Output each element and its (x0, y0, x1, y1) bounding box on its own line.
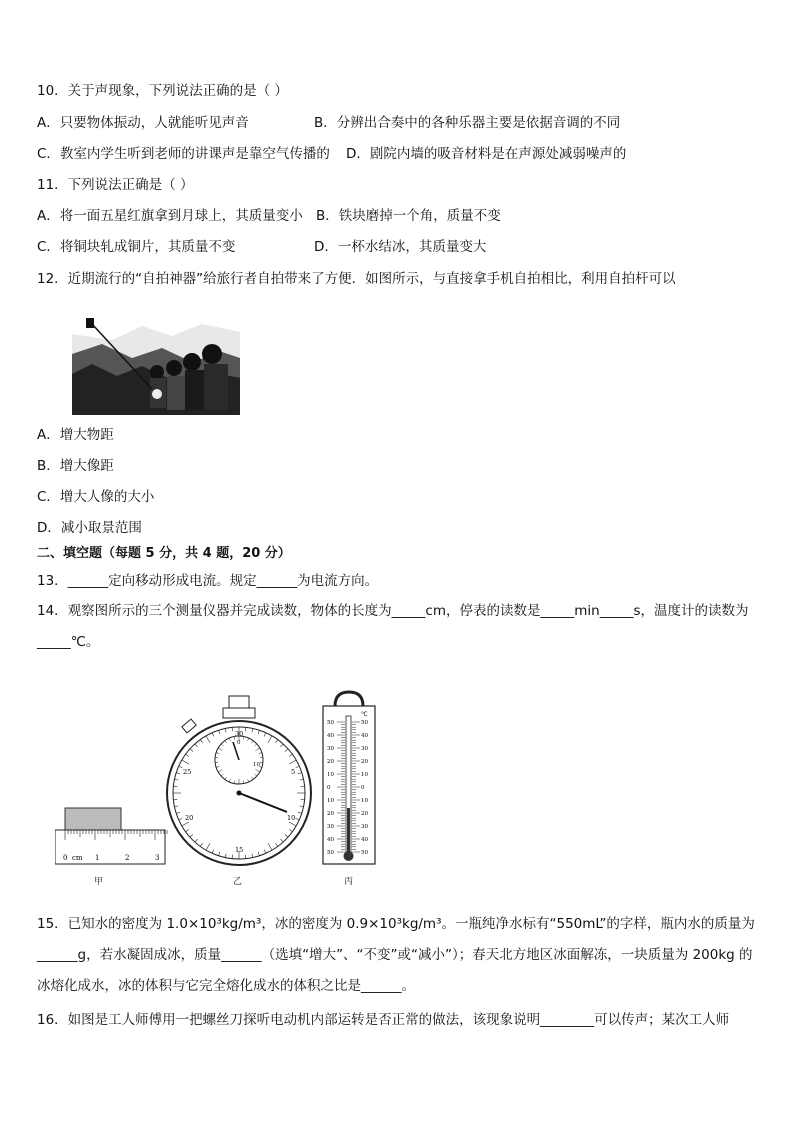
thermo-label-right: 10 (361, 798, 368, 804)
inner-dial-label-10: 10 (253, 762, 260, 768)
q11-stem: 11．下列说法正确是（ ） (37, 177, 194, 193)
thermo-label-left: 30 (327, 824, 334, 830)
thermo-label-right: 50 (361, 720, 368, 726)
q11-option-c: C．将铜块轧成铜片，其质量不变 (37, 239, 236, 255)
figure-caption-c: 丙 (344, 877, 354, 887)
q10-option-a: A．只要物体振动，人就能听见声音 (37, 115, 249, 131)
q14-line1: 14．观察图所示的三个测量仪器并完成读数，物体的长度为_____cm，停表的读数是_____min_____s，温度计的读数为 (37, 603, 749, 619)
q12-stem: 12．近期流行的“自拍神器”给旅行者自拍带来了方便．如图所示，与直接拿手机自拍相比，利用自拍杆可以 (37, 271, 676, 287)
q10-stem: 10．关于声现象，下列说法正确的是（ ） (37, 83, 288, 99)
q15-line3: 冰熔化成水，冰的体积与它完全熔化成水的体积之比是______。 (37, 978, 415, 994)
ruler-label-0: 0 (63, 854, 68, 862)
figure-caption-b: 乙 (233, 877, 243, 887)
thermo-label-left: 50 (327, 850, 334, 856)
q10-option-d: D．剧院内墙的吸音材料是在声源处减弱噪声的 (346, 146, 627, 162)
ruler-label-1: 1 (95, 854, 100, 862)
dial-label-15: 15 (235, 846, 244, 854)
thermo-label-right: 40 (361, 837, 368, 843)
measuring-instruments-figure (55, 688, 395, 888)
q10-option-c: C．教室内学生听到老师的讲课声是靠空气传播的 (37, 146, 330, 162)
inner-dial-label-0: 0 (237, 740, 241, 746)
thermo-label-left: 40 (327, 733, 334, 739)
q15-line2: ______g，若水凝固成冰，质量______（选填“增大”、“不变”或“减小”）；春天北方地区冰面解冻，一块质量为 200kg 的 (37, 947, 753, 963)
thermo-label-left: 20 (327, 811, 334, 817)
stopwatch-diagram (167, 696, 311, 865)
dial-label-10: 10 (287, 814, 296, 822)
thermo-label-right: 50 (361, 850, 368, 856)
q16: 16．如图是工人师傅用一把螺丝刀探听电动机内部运转是否正常的做法，该现象说明________可以传声；某次工人师 (37, 1012, 730, 1028)
q11-option-d: D．一杯水结冰，其质量变大 (314, 239, 487, 255)
thermo-label-right: 0 (361, 785, 365, 791)
thermo-label-right: 20 (361, 759, 368, 765)
thermo-unit: ℃ (361, 711, 368, 718)
thermo-label-right: 10 (361, 772, 368, 778)
q11-option-b: B．铁块磨掉一个角，质量不变 (316, 208, 501, 224)
q12-option-b: B．增大像距 (37, 458, 114, 474)
thermo-label-left: 40 (327, 837, 334, 843)
thermo-label-left: 10 (327, 772, 334, 778)
figure-caption-a: 甲 (94, 877, 104, 887)
dial-label-5: 5 (291, 768, 296, 776)
q10-option-b: B．分辨出合奏中的各种乐器主要是依据音调的不同 (314, 115, 621, 131)
ruler-label-3: 3 (155, 854, 160, 862)
thermo-label-right: 30 (361, 824, 368, 830)
q12-option-c: C．增大人像的大小 (37, 489, 155, 505)
section-2-heading: 二、填空题（每题 5 分，共 4 题，20 分） (37, 546, 291, 561)
q11-option-a: A．将一面五星红旗拿到月球上，其质量变小 (37, 208, 303, 224)
ruler-label-2: 2 (125, 854, 130, 862)
q12-option-a: A．增大物距 (37, 427, 114, 443)
thermo-label-right: 40 (361, 733, 368, 739)
thermo-label-left: 50 (327, 720, 334, 726)
q15-line1: 15．已知水的密度为 1.0×10³kg/m³，冰的密度为 0.9×10³kg/m³。一瓶纯净水标有“550mL”的字样，瓶内水的质量为 (37, 916, 755, 932)
q14-line2: _____℃。 (37, 634, 100, 650)
thermo-label-left: 30 (327, 746, 334, 752)
thermo-label-left: 10 (327, 798, 334, 804)
thermo-label-right: 30 (361, 746, 368, 752)
ruler-diagram (55, 808, 167, 864)
q13: 13．______定向移动形成电流。规定______为电流方向。 (37, 573, 379, 589)
thermo-label-right: 20 (361, 811, 368, 817)
dial-label-30: 30 (235, 730, 244, 738)
thermo-label-left: 0 (327, 785, 331, 791)
ruler-label-cm: cm (72, 854, 83, 862)
thermometer-diagram (323, 692, 375, 864)
thermo-label-left: 20 (327, 759, 334, 765)
q12-option-d: D．减小取景范围 (37, 520, 142, 536)
selfie-photo (72, 314, 240, 415)
dial-label-25: 25 (183, 768, 192, 776)
dial-label-20: 20 (185, 814, 194, 822)
